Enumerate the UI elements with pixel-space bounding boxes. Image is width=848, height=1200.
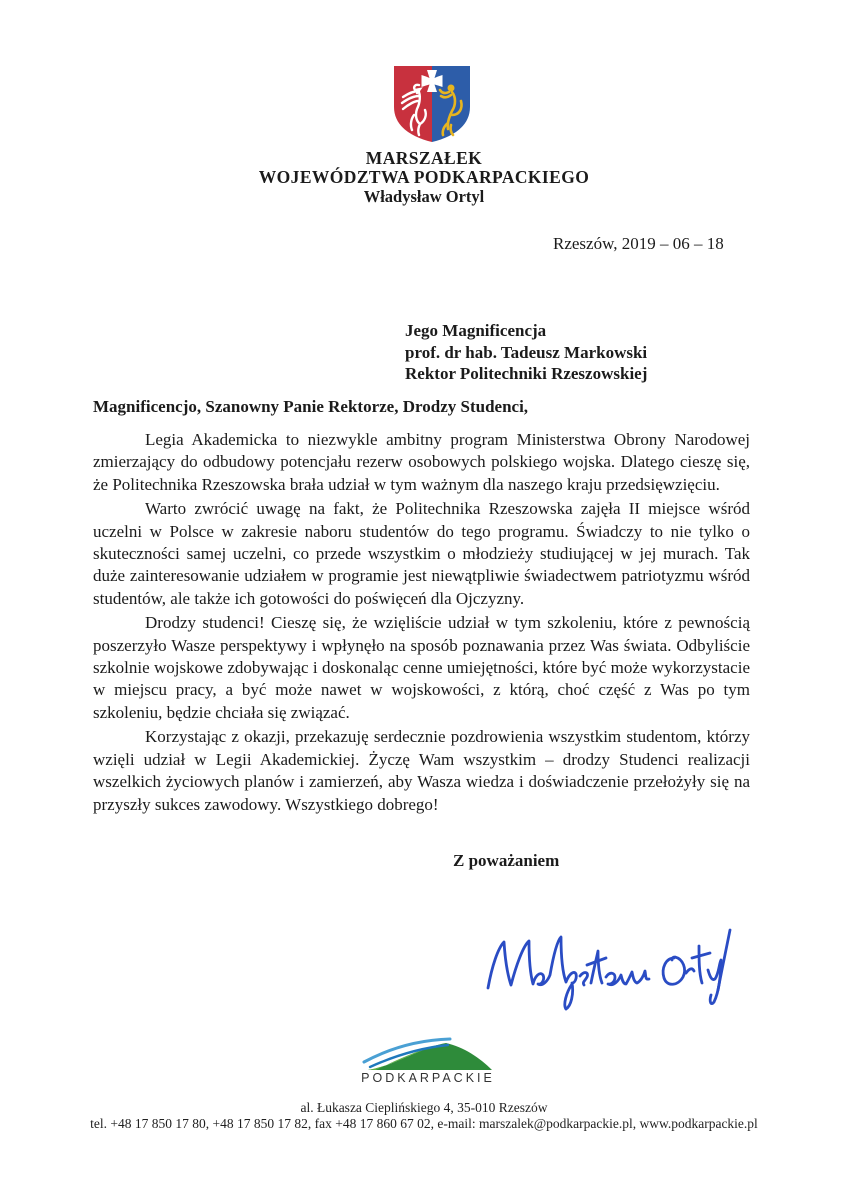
signature-handwriting <box>478 916 734 1016</box>
podkarpackie-coat-of-arms-icon <box>389 63 475 143</box>
recipient-block <box>405 320 647 385</box>
salutation: Magnificencjo, Szanowny Panie Rektorze, Drodzy Studenci, <box>93 397 529 416</box>
paragraph-2: Warto zwrócić uwagę na fakt, że Politechnika Rzeszowska zajęła II miejsce wśród uczelni w Polsce w zakresie naboru studentów do tego programu. Świadczy to nie tylko o skuteczności samej uczelni, co przede wszystkim o młodzieży studiującej w jej murach. Tak duże zainteresowanie udziałem w programie jest niewątpliwie świadectwem patriotyzmu wśród studentów, ale także ich gotowości do poświęceń dla Ojczyzny. <box>93 499 750 608</box>
paragraph-4: Korzystając z okazji, przekazuję serdecznie pozdrowienia wszystkim studentom, którzy wzięli udział w Legii Akademickiej. Życzę Wam wszystkim – drodzy Studenci realizacji wszelkich życiowych planów i zamierzeń, aby Wasza wiedza i doświadczenie przełożyły się na przyszły sukces zawodowy. Wszystkiego dobrego! <box>93 727 750 814</box>
footer-contact: tel. +48 17 850 17 80, +48 17 850 17 82, fax +48 17 860 67 02, e-mail: marszalek@podkarpackie.pl, www.podkarpackie.pl <box>90 1116 758 1131</box>
letterhead-title-line1: MARSZAŁEK <box>365 148 483 168</box>
footer-address: al. Łukasza Cieplińskiego 4, 35-010 Rzeszów <box>300 1100 548 1115</box>
dateline: Rzeszów, 2019 – 06 – 18 <box>553 234 724 253</box>
letterhead-official-name: Władysław Ortyl <box>363 187 485 206</box>
letterhead-title-line2: WOJEWÓDZTWA PODKARPACKIEGO <box>258 167 590 187</box>
logo-wordmark: PODKARPACKIE <box>361 1071 495 1085</box>
letter-body <box>93 429 750 818</box>
recipient-honorific: Jego Magnificencja <box>405 321 547 340</box>
recipient-name: prof. dr hab. Tadeusz Markowski <box>405 342 648 362</box>
recipient-title: Rektor Politechniki Rzeszowskiej <box>405 364 648 383</box>
paragraph-1: Legia Akademicka to niezwykle ambitny program Ministerstwa Obrony Narodowej zmierzający do odbudowy potencjału rezerw osobowych polskiego wojska. Dlatego cieszę się, że Politechnika Rzeszowska brała udział w tym ważnym dla naszego kraju przedsięwzięciu. <box>93 430 750 494</box>
paragraph-3: Drodzy studenci! Cieszę się, że wzięliście udział w tym szkoleniu, które z pewnością poszerzyło Wasze perspektywy i wpłynęło na sposób poznawania przez Was świata. Odbyliście szkolnie wojskowe zdobywając i doskonaląc cenne umiejętności, które być może wykorzystacie w miejscu pracy, a być może nawet w wojskowości, z którą, choć część z Was po tym szkoleniu, będzie chciała się związać. <box>93 613 750 722</box>
podkarpackie-logo-icon <box>362 1037 498 1073</box>
closing-phrase: Z poważaniem <box>453 851 560 870</box>
